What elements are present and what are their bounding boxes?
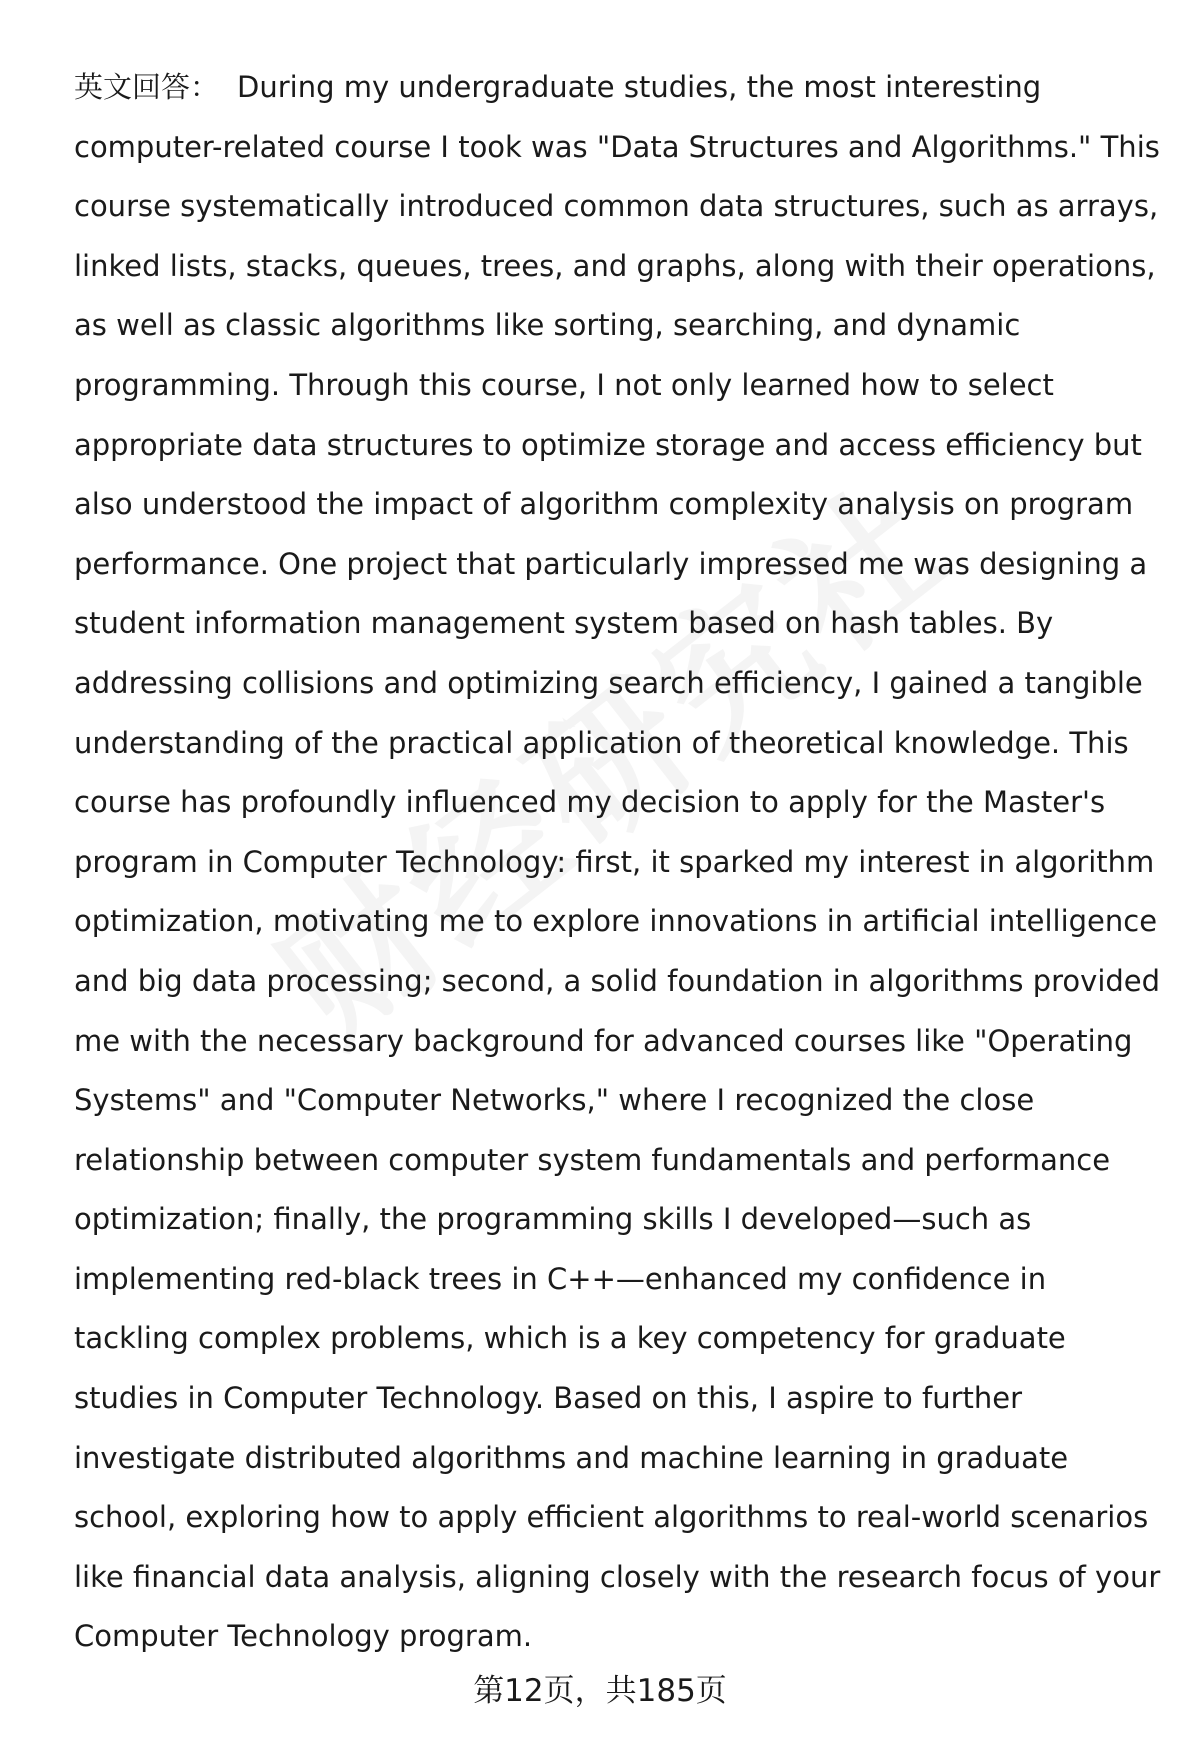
document-page — [74, 58, 1164, 1667]
answer-body-text: During my undergraduate studies, the most interesting computer-related course I took was "Data Structures and Algorithms." This course systematically introduced common data structures, such as arrays, linked lists, stacks, queues, trees, and graphs, along with their operations, as well as classic algorithms like sorting, searching, and dynamic programming. Through this course, I not only learned how to select appropriate data structures to optimize storage and access efficiency but also understood the impact of algorithm complexity analysis on program performance. One project that particularly impressed me was designing a student information management system based on hash tables. By addressing collisions and optimizing search efficiency, I gained a tangible understanding of the practical application of theoretical knowledge. This course has profoundly influenced my decision to apply for the Master's program in Computer Technology: first, it sparked my interest in algorithm optimization, motivating me to explore innovations in artificial intelligence and big data processing; second, a solid foundation in algorithms provided me with the necessary background for advanced courses like "Operating Systems" and "Computer Networks," where I recognized the close relationship between computer system fundamentals and performance optimization; finally, the programming skills I developed—such as implementing red-black trees in C++—enhanced my confidence in tackling complex problems, which is a key competency for graduate studies in Computer Technology. Based on this, I aspire to further investigate distributed algorithms and machine learning in graduate school, exploring how to apply efficient algorithms to real-world scenarios like financial data analysis, aligning closely with the research focus of your Computer Technology program. — [74, 70, 1161, 1654]
page-number-footer: 第12页，共185页 — [473, 1673, 727, 1709]
english-answer-paragraph — [74, 58, 1164, 1667]
answer-label: 英文回答： — [74, 70, 220, 104]
